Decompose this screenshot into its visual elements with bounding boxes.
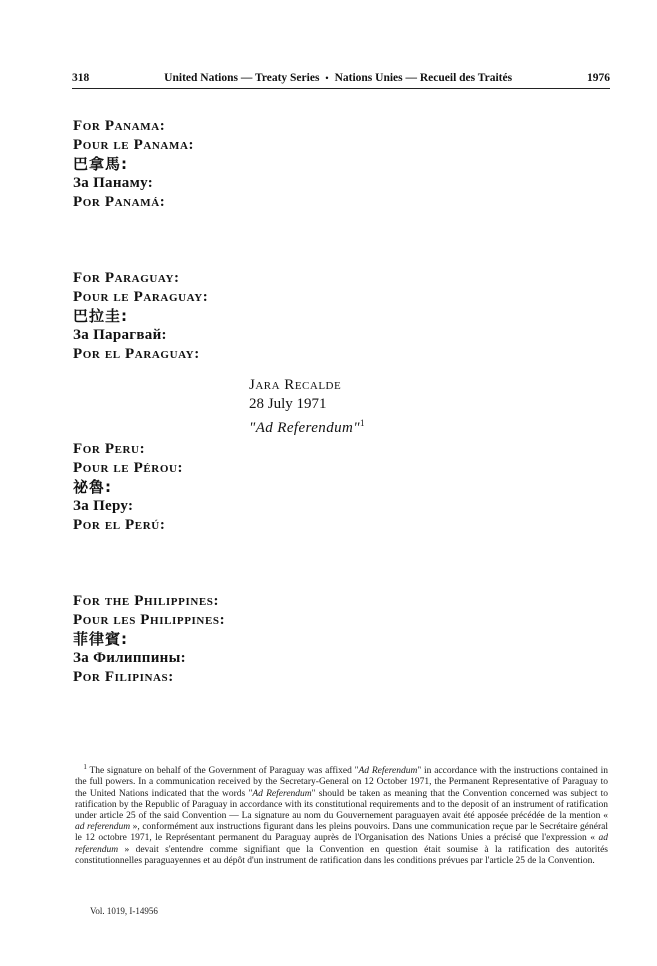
philippines-spanish: Por Filipinas: xyxy=(73,669,174,685)
footnote-text-2: " in accordance with the instructions contained in the full powers. In a communication received by the Secretary-General on 12 October 1971, the Permanent Representative of Paraguay to the United Nations indicated that the words " xyxy=(75,766,608,799)
series-title xyxy=(164,72,512,84)
peru-spanish: Por el Perú: xyxy=(73,517,166,533)
signature-block-panama xyxy=(73,117,194,212)
peru-russian: За Перу: xyxy=(73,498,134,514)
footnote xyxy=(75,762,608,867)
signature-block-philippines xyxy=(73,592,225,687)
paraguay-english: For Paraguay: xyxy=(73,270,180,286)
footnote-reference: 1 xyxy=(359,418,365,428)
panama-spanish: Por Panamá: xyxy=(73,194,166,210)
philippines-english: For the Philippines: xyxy=(73,593,220,609)
philippines-russian: За Филиппины: xyxy=(73,650,186,666)
footnote-text-3: " should be taken as meaning that the Convention concerned was subject to ratification by the Republic of Paraguay in accordance with its constitutional requirements and to the deposit of an instrument of ratification under article 25 of the said Convention — La signature au nom du Gouvernement paraguayen avait été apposée précédée de la mention « xyxy=(75,788,608,821)
panama-french: Pour le Panama: xyxy=(73,137,195,153)
page-number: 318 xyxy=(72,72,90,84)
footnote-italic-1: Ad Referendum xyxy=(358,766,418,777)
page-header xyxy=(72,72,610,84)
signature-date: 28 July 1971 xyxy=(249,396,327,412)
paraguay-chinese: 巴拉圭: xyxy=(73,307,128,325)
panama-russian: За Панаму: xyxy=(73,175,153,191)
footnote-italic-3: ad referendum xyxy=(75,822,131,833)
footnote-text-4: », conformément aux instructions figurant dans les pleins pouvoirs. Dans une communication reçue par le Secrétaire général le 12 octobre 1971, le Représentant permanent du Paraguay auprès de l'Organisation des Nations Unies a précisé que l'expression « xyxy=(75,822,608,844)
philippines-french: Pour les Philippines: xyxy=(73,612,226,628)
paraguay-russian: За Парагвай: xyxy=(73,327,167,343)
footnote-italic-2: Ad Referendum xyxy=(252,788,312,799)
signature-block-peru xyxy=(73,440,183,535)
peru-english: For Peru: xyxy=(73,441,146,457)
signature-block-paraguay xyxy=(73,269,208,364)
footnote-italic-4: ad referendum xyxy=(75,833,608,855)
series-title-en: United Nations — Treaty Series xyxy=(164,72,320,84)
footnote-text-5: » devait s'entendre comme signifiant que la Convention en question était soumise à la ratification des autorités constitutionnelles paraguayennes et au dépôt d'un instrument de ratification dans les conditions prévues par l'article 25 de la Convention. xyxy=(75,844,608,866)
reservation-text: "Ad Referendum" xyxy=(249,420,360,436)
panama-english: For Panama: xyxy=(73,118,166,134)
separator-bullet: • xyxy=(325,73,329,83)
signatory-name: Jara Recalde xyxy=(249,377,342,393)
year: 1976 xyxy=(587,72,610,84)
paraguay-french: Pour le Paraguay: xyxy=(73,289,209,305)
footnote-text-1: The signature on behalf of the Government of Paraguay was affixed " xyxy=(89,766,359,777)
header-rule xyxy=(72,88,610,89)
signature-reservation xyxy=(249,414,364,438)
philippines-chinese: 菲律賓: xyxy=(73,630,128,648)
paraguay-signature xyxy=(249,376,364,438)
peru-chinese: 祕魯: xyxy=(73,478,112,496)
volume-reference: Vol. 1019, I-14956 xyxy=(90,906,158,916)
paraguay-spanish: Por el Paraguay: xyxy=(73,346,200,362)
panama-chinese: 巴拿馬: xyxy=(73,155,128,173)
peru-french: Pour le Pérou: xyxy=(73,460,184,476)
series-title-fr: Nations Unies — Recueil des Traités xyxy=(334,72,513,84)
footnote-mark: 1 xyxy=(83,763,87,771)
